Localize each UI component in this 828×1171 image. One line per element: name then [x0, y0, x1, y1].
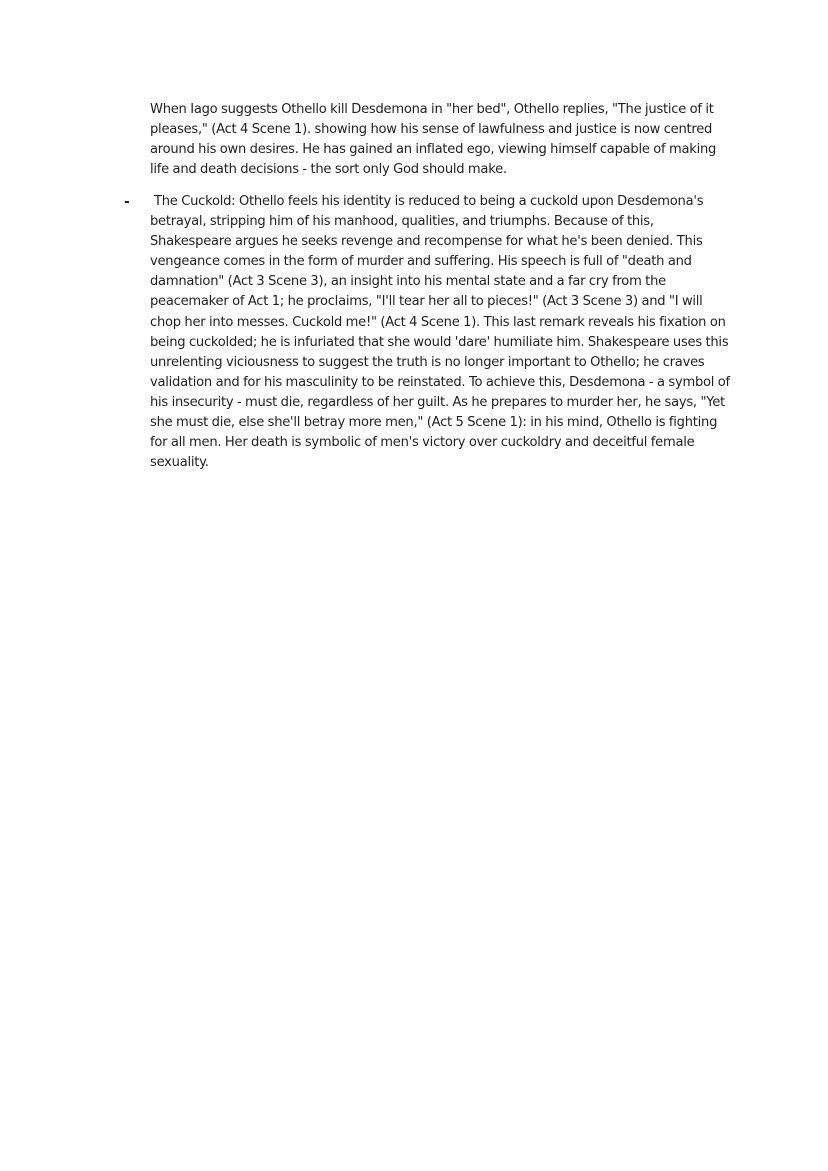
- bullet-dash: -: [124, 194, 130, 210]
- paragraph-cuckold: [150, 192, 730, 473]
- paragraph-justice: When Iago suggests Othello kill Desdemona in "her bed", Othello replies, "The justice of it pleases," (Act 4 Scene 1). showing how his sense of lawfulness and justice is now centred around his own desires. He has gained an inflated ego, viewing himself capable of making life and death decisions - the sort only God should make.: [150, 102, 717, 178]
- paragraph-cuckold-text: The Cuckold: Othello feels his identity is reduced to being a cuckold upon Desdemona's betrayal, stripping him of his manhood, qualities, and triumphs. Because of this, Shakespeare argues he seeks revenge and recompense for what he's been denied. This vengeance comes in the form of murder and suffering. His speech is full of "death and damnation" (Act 3 Scene 3), an insight into his mental state and a far cry from the peacemaker of Act 1; he proclaims, "I'll tear her all to pieces!" (Act 3 Scene 3) and "I will chop her into messes. Cuckold me!" (Act 4 Scene 1). This last remark reveals his fixation on being cuckolded; he is infuriated that she would 'dare' humiliate him. Shakespeare uses this unrelenting viciousness to suggest the truth is no longer important to Othello; he craves validation and for his masculinity to be reinstated. To achieve this, Desdemona - a symbol of his insecurity - must die, regardless of her guilt. As he prepares to murder her, he says, "Yet she must die, else she'll betray more men," (Act 5 Scene 1): in his mind, Othello is fighting for all men. Her death is symbolic of men's victory over cuckoldry and deceitful female sexuality.: [150, 194, 730, 471]
